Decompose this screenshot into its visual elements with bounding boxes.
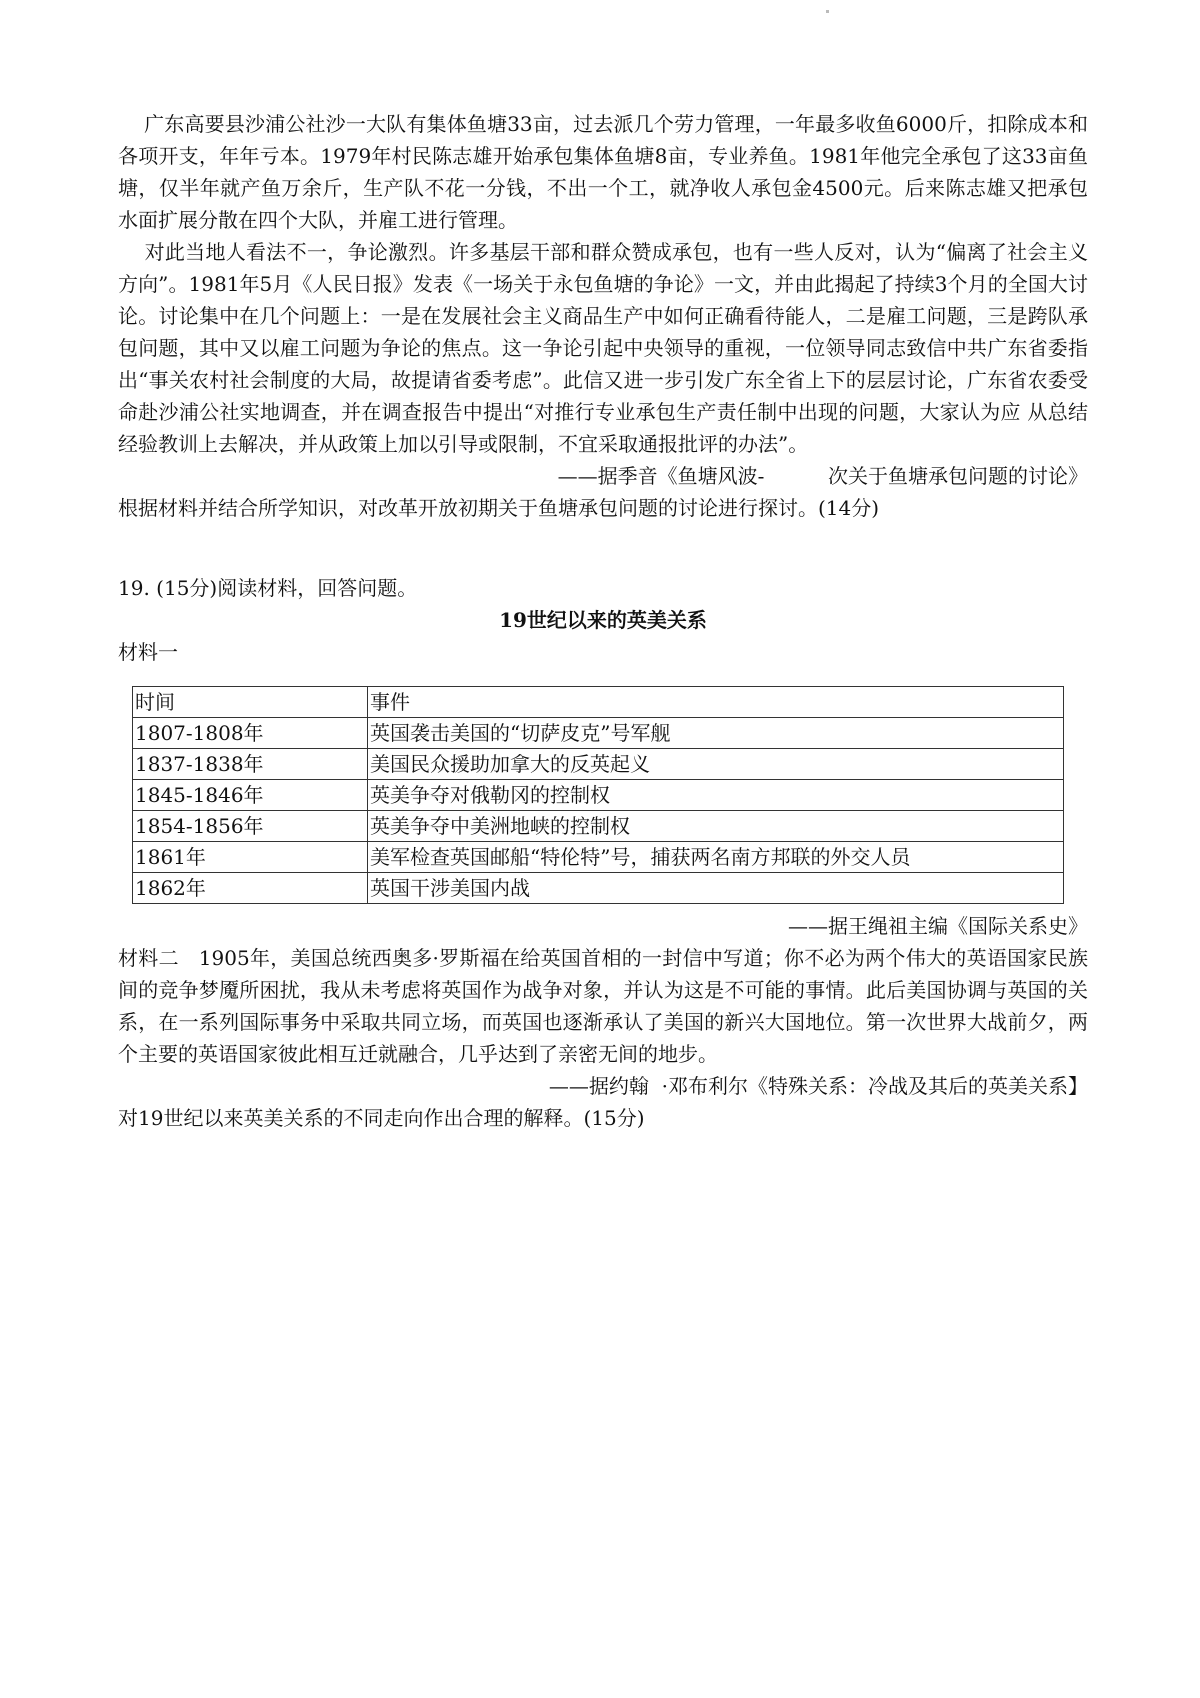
material-1-label: 材料一: [118, 640, 178, 664]
table-header-row: [133, 687, 1064, 718]
material-source: ——据季音《鱼塘风波- 次关于鱼塘承包问题的讨论》: [557, 464, 1088, 488]
table-row: [133, 780, 1064, 811]
material-2-source: ——据约翰 ·邓布利尔《特殊关系：冷战及其后的英美关系】: [548, 1074, 1088, 1098]
scan-speck: [826, 10, 829, 13]
document-page: [118, 108, 1088, 1134]
events-table: [132, 686, 1064, 904]
row-event: 英美争夺对俄勒冈的控制权: [368, 780, 1064, 811]
question-18-prompt: 根据材料并结合所学知识，对改革开放初期关于鱼塘承包问题的讨论进行探讨。(14分): [118, 496, 880, 520]
material-paragraph-2: 对此当地人看法不一，争论激烈。许多基层干部和群众赞成承包，也有一些人反对，认为“偏离了社会主义方向”。1981年5月《人民日报》发表《一场关于永包鱼塘的争论》一文，并由此揭起了持续3个月的全国大讨论。讨论集中在几个问题上：一是在发展社会主义商品生产中如何正确看待能人，二是雇工问题，三是跨队承包问题，其中又以雇工问题为争论的焦点。这一争论引起中央领导的重视，一位领导同志致信中共广东省委指出“事关农村社会制度的大局，故提请省委考虑”。此信又进一步引发广东全省上下的层层讨论，广东省农委受命赴沙浦公社实地调查，并在调查报告中提出“对推行专业承包生产责任制中出现的问题，大家认为应 从总结经验教训上去解决，并从政策上加以引导或限制，不宜采取通报批评的办法”。: [118, 240, 1088, 456]
table-row: [133, 749, 1064, 780]
row-time: 1862年: [133, 873, 368, 904]
row-time: 1807-1808年: [133, 718, 368, 749]
row-time: 1845-1846年: [133, 780, 368, 811]
row-time: 1861年: [133, 842, 368, 873]
table-row: [133, 842, 1064, 873]
row-event: 英美争夺中美洲地峡的控制权: [368, 811, 1064, 842]
question-19-header: 19. (15分)阅读材料，回答问题。: [118, 576, 418, 600]
row-event: 英国袭击美国的“切萨皮克”号军舰: [368, 718, 1064, 749]
material-2-paragraph: 材料二 1905年，美国总统西奥多·罗斯福在给英国首相的一封信中写道；你不必为两个伟大的英语国家民族间的竞争梦魇所困扰，我从未考虑将英国作为战争对象，并认为这是不可能的事情。此后美国协调与英国的关系，在一系列国际事务中采取共同立场，而英国也逐渐承认了美国的新兴大国地位。第一次世界大战前夕，两个主要的英语国家彼此相互迁就融合，几乎达到了亲密无间的地步。: [118, 946, 1088, 1066]
question-19-prompt: 对19世纪以来英美关系的不同走向作出合理的解释。(15分): [118, 1106, 645, 1130]
header-event: 事件: [368, 687, 1064, 718]
question-19-title: 19世纪以来的英美关系: [499, 608, 707, 632]
header-time: 时间: [133, 687, 368, 718]
table-row: [133, 873, 1064, 904]
table-row: [133, 811, 1064, 842]
row-event: 美国民众援助加拿大的反英起义: [368, 749, 1064, 780]
row-event: 美军检查英国邮船“特伦特”号，捕获两名南方邦联的外交人员: [368, 842, 1064, 873]
material-paragraph-1: 广东高要县沙浦公社沙一大队有集体鱼塘33亩，过去派几个劳力管理，一年最多收鱼6000斤，扣除成本和各项开支，年年亏本。1979年村民陈志雄开始承包集体鱼塘8亩，专业养鱼。1981年他完全承包了这33亩鱼塘，仅半年就产鱼万余斤，生产队不花一分钱，不出一个工，就净收人承包金4500元。后来陈志雄又把承包水面扩展分散在四个大队，并雇工进行管理。: [118, 112, 1088, 232]
material-1-source: ——据王绳祖主编《国际关系史》: [788, 914, 1088, 938]
row-time: 1837-1838年: [133, 749, 368, 780]
row-event: 英国干涉美国内战: [368, 873, 1064, 904]
row-time: 1854-1856年: [133, 811, 368, 842]
table-row: [133, 718, 1064, 749]
